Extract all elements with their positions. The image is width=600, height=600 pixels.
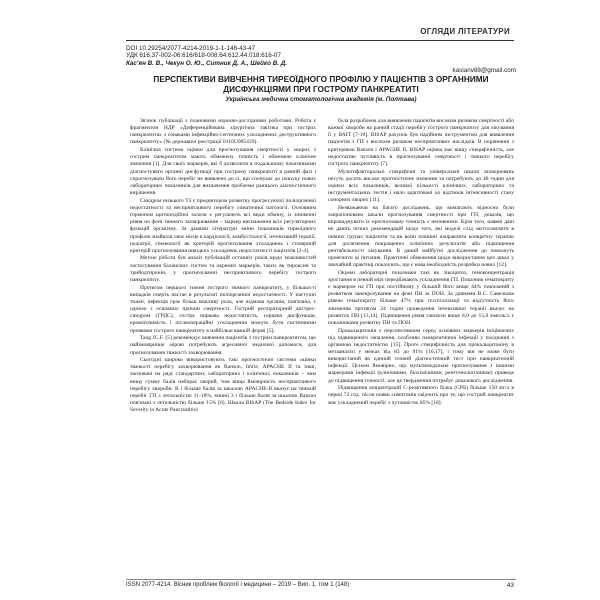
paragraph: Підвищення концентрацій С-реактивного білка (СРБ) більше 150 мг/л в перші 72 год. після появи симптомів свідчить про те, що гострий панкреатит має ускладнений перебіг з чутливістю 85% [18].	[328, 385, 514, 406]
paragraph: Незважаючи на багато досліджень, що вимагають відносно були запропоновано шкали прогнозування смертності при ГП, доказів, що впроваджувати їх прогнозовану точність є неповними. Крім того, наявні дані не дають чітких рекомендацій щодо того, які моделі слід застосовувати в певних групах пацієнтів та як вони повинні направляти конкретну терапію для досягнення покращених клінічних результатів або підвищення рентабельності лікування. В даний майбутні дослідження до поможуть прояснити ці питання. Практичні обмеження щодо використання цих шкал у звичайній практиці показують, що є нова необхідність розробки нових [12].	[328, 204, 514, 269]
paragraph: Зв'язок публікації з плановими науково-дослідними роботами. Робота є фрагментом НДР «Диференційована хірургічна тактика при гострих панкреатитах з ознаками інфекційно-септичних ускладнених деструктивного панкреатиту» (№ державної реєстрації 0116U005439).	[130, 118, 316, 146]
paragraph: Сьогодні широко використовують такі прогностичні системи оцінки тяжкості перебігу захворювання як Ranson, Imrie, APACHE II та інші, засновані на ряді стандартних лабораторних і клінічних показників – чим вищу сумму балів набирає хворий, тим вища ймовірність несприятливого перебігу хвороби. В і більше балів за шкалою APACHE-II вказує на тяжкий перебіг ГП з летальністю 11-18%, змінні 3 і більше балів за шкалою Ranson пов'язані з летальністю більше 15% [6]. Шкала BISAP (The Bedside Index for Severity in Acute Pancreatitis)	[130, 357, 316, 414]
paragraph: Прокальцитонін є перспективним серед основних маркерів ініціюючих під підвищеного запалення, особливо панкреатичної інфекції у поєднанні з органною недостатністю [15]. Проте специфічність для прокальцитоніну в метааналізі у межах від 83 до 91% [16,17], і тому він не може бути використаний як єдиний точний діагностичний тест при панкреатичній інфекції. Цілком ймовірно, що мультимодальне прогнозування з іншими маркерами інфекції (клінічними, біохімічними, рентгенологічними) приведе до підвищення точності, але це твердження потребує доказового дослідження.	[328, 327, 514, 384]
article-meta	[126, 45, 516, 74]
paragraph: була розроблена для виявлення пацієнтів високим ризиком смертності або важкої хвороби на ранній стадії перебігу гострого панкреатиту для лікування її у ВАІТ [7-10]. BISAP рахунок був надійним інструментом для виявлення пацієнтів з ГП з високим ризиком несприятливих наслідків. В порівнянні з критеріями Ranson і APACHE II, BISAP оцінка має вищу специфічність, але недостатню чутливість в прогнозуванні смертності і тяжкого перебігу гострого панкреатиту [7].	[328, 118, 514, 167]
journal-info: ISSN 2077-4214. Вісник проблем біології і медицини – 2019 – Вип. 1, том 1 (148)	[126, 582, 350, 588]
page-number: 43	[506, 582, 514, 589]
udc: УДК 616.37-002-06:616/618-008.64:612.44.018:616-07	[126, 52, 281, 60]
right-column	[328, 118, 514, 558]
paragraph: Мультифакторальні специфічні та універсальні шкали захворювань несуть досить високе прогностичне значення та потребують до 48 годин для оцінки всіх показників, великої кількості клінічних, лабораторних та інструментальних тестів і мало адаптовані до відтінків інтенсивності стану сонорних хворих [11].	[328, 168, 514, 204]
author-email: kasianv88@gmail.com	[452, 67, 516, 74]
paragraph: Клінічна система оцінки для прогнозування смертності у хворих з гострим панкреатитом мають обмежену точність і обмежене клінічне значення [1]. Для своїх маркерів, які б дозволили в подальшому показниками діагностувати органні дисфункції при гострому панкреатиті в ранній фазі і спрогнозувати його перебіг не виявлено до сі, що спонукає до пошуку нових лабораторних показників для визначення проблеми раннього діагностичного вирішення.	[130, 147, 316, 197]
paragraph: Tang JC.F. [5] рекомендує вивчення пацієнтів з гострим панкреатитом, що найімовірніше мірою потребують агресивної медичної допомоги, для прогнозування тяжкості захворювання.	[130, 335, 316, 356]
doi: DOI 10.29254/2077-4214-2019-1-1-148-43-47	[126, 45, 256, 52]
authors: Кас'ян В. В., Чекун О. Ю., Ситник Д. А., Шейко В. Д.	[126, 59, 288, 67]
section-title: ОГЛЯДИ ЛІТЕРАТУРИ	[420, 27, 510, 36]
article-title: ПЕРСПЕКТИВИ ВИВЧЕННЯ ТИРЕОЇДНОГО ПРОФІЛЮ У ПАЦІЄНТІВ З ОРГАННИМИ ДИСФУНКЦІЯМИ ПРИ ГОСТРОМУ ПАНКРЕАТИТІ	[153, 75, 489, 94]
left-column	[130, 118, 316, 558]
page-footer	[126, 579, 516, 590]
paragraph: Синдром низького Т3 є предиктором розвитку прогресуючої поліорганної недостатності та несприятливого перебігу соматичної патології. Основним гормоном щитоподібної залози є регулюють всі види обміну, із зниженні рівня на фоні тяжкого захворювання – маркер виснаження всіх регуляторних функцій організму. За даними літератури зміни показників тиреоїдного профілю знайшли своє місце в кардіології, комбустіології, інтенсивній терапії, педіатрії, гінекології як критерій прогнозування ускладнень і стоварний критерій прогнозування швидких ускладнень недостатності пацієнтів [2-4].	[130, 197, 316, 254]
affiliation: Українська медична стоматологічна академія (м. Полтава)	[225, 96, 417, 103]
paragraph: Протягом першого тижня гострого тяжкого панкреатиту, у більшості випадків смерть настає в результаті поліорганної недостатності. У наступні тижні, інфекція грає більш важливу роль, але відмова органів, пов'язана, є однією з основних причин смертності. Гострий респіраторний дистрес-синдром (ГРДС), гостра ниркова недостатність, серцева дисфункція, кровоточивість і післяопераційні ускладнення можуть бути системними проявами гострого панкреатиту в найбільш важкій формі [5].	[130, 284, 316, 334]
section-header	[126, 27, 514, 41]
paragraph: Метою роботи був аналіз публікацій останніх років щодо можливостей застосування балансних систем та окремих маркерів, таких як тироксин та трийодтиронін, у прогнозуванні несприятливого перебігу гострого панкреатиту.	[130, 255, 316, 283]
paragraph: Окремі лабораторні показники такі як лікоцитоз, гемоконцентрація зростання в певній мірі передбачають ускладнення ГП. Показник гематокриту є маркером на ГП при постійному у більшій його вище 44% пов'язаний з розвитком занекрозування на фоні ПН за ПОН. За даннями В.С. Савельєва рівень гематокриту більше 47% при госпіталізації та відсутність його зниження протягом 24 годин проведення інтенсивної терапії вказує на розвиток ПН [13,14]. Підвищення рівня глюкози вище 8,0 до 15,0 ммоль/л є показниками розвитку ПН та ПОН.	[328, 269, 514, 326]
